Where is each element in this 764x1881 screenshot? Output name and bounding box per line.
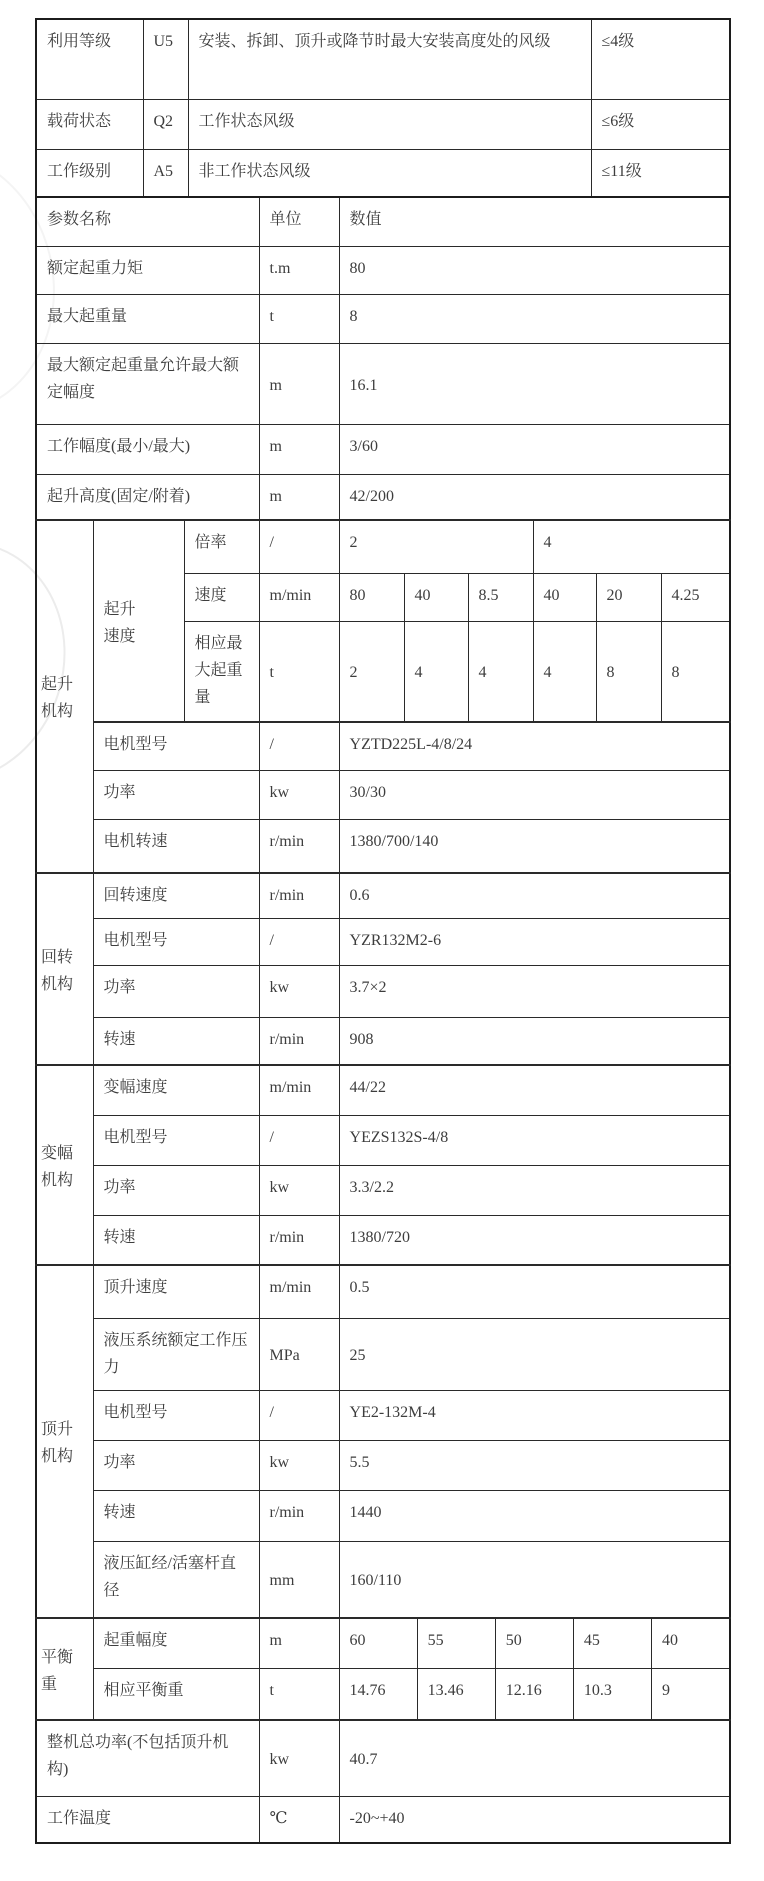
radius-values — [340, 1619, 730, 1668]
row-hoist-power — [36, 770, 730, 819]
row-jacking-speed — [36, 1265, 730, 1318]
param-name-cell: 液压系统额定工作压力 — [93, 1318, 259, 1390]
value-group-cell — [339, 1669, 730, 1721]
row-total-power — [36, 1720, 730, 1796]
value-cell: 0.6 — [339, 873, 730, 918]
row-slewing-power — [36, 965, 730, 1017]
value-cell: 8 — [661, 621, 730, 722]
unit-cell: m/min — [259, 573, 339, 621]
param-name-cell: 速度 — [184, 573, 259, 621]
value-cell: 2 — [339, 520, 533, 573]
value-cell: 13.46 — [417, 1669, 495, 1719]
row-luffing-speed — [36, 1065, 730, 1115]
param-name-cell: 倍率 — [184, 520, 259, 573]
row-working-class — [36, 149, 730, 197]
value-cell: 50 — [495, 1619, 573, 1668]
spec-sheet — [35, 18, 729, 1844]
header-param-cell: 参数名称 — [36, 197, 259, 246]
value-cell: YEZS132S-4/8 — [339, 1115, 730, 1165]
unit-cell: t — [259, 1669, 339, 1721]
value-cell: 5.5 — [339, 1440, 730, 1490]
value-cell: 40 — [404, 573, 468, 621]
param-name-cell: 最大额定起重量允许最大额定幅度 — [36, 343, 259, 424]
param-name-cell: 变幅速度 — [93, 1065, 259, 1115]
group-cell-counterweight: 平衡重 — [36, 1618, 93, 1720]
row-header — [36, 197, 730, 246]
row-luffing-power — [36, 1165, 730, 1215]
param-name-cell: 整机总功率(不包括顶升机构) — [36, 1720, 259, 1796]
unit-cell: r/min — [259, 873, 339, 918]
class-label-cell: 利用等级 — [36, 19, 143, 99]
value-cell: 3.3/2.2 — [339, 1165, 730, 1215]
weight-values — [340, 1669, 730, 1719]
row-working-temperature — [36, 1796, 730, 1843]
class-grade-cell: A5 — [143, 149, 188, 197]
subgroup-cell-hoist-speed — [93, 520, 184, 722]
row-max-rated-radius — [36, 343, 730, 424]
class-grade-cell: U5 — [143, 19, 188, 99]
row-slewing-speed — [36, 873, 730, 918]
param-name-cell: 转速 — [93, 1490, 259, 1541]
value-cell: 8 — [596, 621, 661, 722]
value-cell: 16.1 — [339, 343, 730, 424]
unit-cell: r/min — [259, 1215, 339, 1265]
group-cell-slewing: 回转机构 — [36, 873, 93, 1065]
value-cell: 1380/700/140 — [339, 819, 730, 873]
group-cell-hoisting: 起升机构 — [36, 520, 93, 873]
value-cell: 40.7 — [339, 1720, 730, 1796]
param-name-cell: 起升高度(固定/附着) — [36, 474, 259, 520]
param-name-cell: 电机型号 — [93, 1390, 259, 1440]
class-label-cell: 工作级别 — [36, 149, 143, 197]
row-jacking-cylinder — [36, 1541, 730, 1618]
value-cell: 0.5 — [339, 1265, 730, 1318]
class-grade-cell: Q2 — [143, 99, 188, 149]
row-jacking-motor-model — [36, 1390, 730, 1440]
header-unit-cell: 单位 — [259, 197, 339, 246]
value-cell: 908 — [339, 1017, 730, 1065]
unit-cell: t — [259, 294, 339, 343]
row-luffing-motor-model — [36, 1115, 730, 1165]
param-name-cell: 额定起重力矩 — [36, 246, 259, 294]
classification-table — [35, 18, 731, 198]
unit-cell: kw — [259, 1440, 339, 1490]
row-luffing-rpm — [36, 1215, 730, 1265]
value-cell: YZR132M2-6 — [339, 918, 730, 965]
unit-cell: t.m — [259, 246, 339, 294]
unit-cell: / — [259, 722, 339, 770]
value-cell: 1440 — [339, 1490, 730, 1541]
row-jacking-power — [36, 1440, 730, 1490]
unit-cell: m — [259, 474, 339, 520]
row-rated-moment — [36, 246, 730, 294]
row-hoist-motor-speed — [36, 819, 730, 873]
row-slewing-rpm — [36, 1017, 730, 1065]
value-cell: 8 — [339, 294, 730, 343]
param-name-cell: 工作温度 — [36, 1796, 259, 1843]
param-name-cell: 电机转速 — [93, 819, 259, 873]
parameters-table — [35, 196, 731, 1844]
value-cell: 3.7×2 — [339, 965, 730, 1017]
value-cell: 4.25 — [661, 573, 730, 621]
unit-cell: / — [259, 1390, 339, 1440]
value-cell: 25 — [339, 1318, 730, 1390]
class-condition-cell: 安装、拆卸、顶升或降节时最大安装高度处的风级 — [188, 19, 591, 99]
value-cell: 8.5 — [468, 573, 533, 621]
unit-cell: r/min — [259, 1017, 339, 1065]
value-cell: 44/22 — [339, 1065, 730, 1115]
param-name-cell: 功率 — [93, 1440, 259, 1490]
param-name-cell: 相应最大起重量 — [184, 621, 259, 722]
value-cell: 3/60 — [339, 424, 730, 474]
value-cell: 55 — [417, 1619, 495, 1668]
group-cell-luffing: 变幅机构 — [36, 1065, 93, 1265]
param-name-cell: 工作幅度(最小/最大) — [36, 424, 259, 474]
unit-cell: t — [259, 621, 339, 722]
unit-cell: mm — [259, 1541, 339, 1618]
row-counterweight-radius — [36, 1618, 730, 1669]
unit-cell: m — [259, 1618, 339, 1669]
param-name-cell: 功率 — [93, 965, 259, 1017]
value-cell: 1380/720 — [339, 1215, 730, 1265]
unit-cell: m/min — [259, 1065, 339, 1115]
param-name-cell: 电机型号 — [93, 918, 259, 965]
unit-cell: r/min — [259, 819, 339, 873]
param-name-cell: 最大起重量 — [36, 294, 259, 343]
unit-cell: r/min — [259, 1490, 339, 1541]
param-name-cell: 功率 — [93, 1165, 259, 1215]
value-cell: 60 — [349, 1632, 366, 1649]
row-jacking-pressure — [36, 1318, 730, 1390]
row-utilization-class — [36, 19, 730, 99]
row-hoist-ratio — [36, 520, 730, 573]
unit-cell: / — [259, 1115, 339, 1165]
value-cell: 30/30 — [339, 770, 730, 819]
unit-cell: kw — [259, 965, 339, 1017]
value-cell: 2 — [339, 621, 404, 722]
value-cell: 45 — [573, 1619, 651, 1668]
row-working-radius — [36, 424, 730, 474]
row-load-state — [36, 99, 730, 149]
row-slewing-motor-model — [36, 918, 730, 965]
value-cell: 80 — [339, 573, 404, 621]
value-cell: 9 — [651, 1669, 729, 1719]
value-cell: YZTD225L-4/8/24 — [339, 722, 730, 770]
value-cell: 40 — [533, 573, 596, 621]
param-name-cell: 起重幅度 — [93, 1618, 259, 1669]
class-label-cell: 载荷状态 — [36, 99, 143, 149]
unit-cell: kw — [259, 770, 339, 819]
row-lifting-height — [36, 474, 730, 520]
param-name-cell: 功率 — [93, 770, 259, 819]
class-condition-cell: 非工作状态风级 — [188, 149, 591, 197]
unit-cell: m/min — [259, 1265, 339, 1318]
unit-cell: m — [259, 343, 339, 424]
class-windlimit-cell: ≤6级 — [591, 99, 730, 149]
class-windlimit-cell: ≤11级 — [591, 149, 730, 197]
unit-cell: m — [259, 424, 339, 474]
value-cell: 4 — [533, 520, 730, 573]
param-name-cell: 转速 — [93, 1215, 259, 1265]
group-cell-jacking: 顶升机构 — [36, 1265, 93, 1618]
param-name-cell: 顶升速度 — [93, 1265, 259, 1318]
param-name-cell: 电机型号 — [93, 1115, 259, 1165]
value-cell: 20 — [596, 573, 661, 621]
subgroup-label: 起升速度 — [103, 600, 136, 645]
row-counterweight-weight — [36, 1669, 730, 1721]
unit-cell: MPa — [259, 1318, 339, 1390]
value-cell: -20~+40 — [339, 1796, 730, 1843]
param-name-cell: 液压缸经/活塞杆直径 — [93, 1541, 259, 1618]
value-cell: 4 — [533, 621, 596, 722]
unit-cell: / — [259, 520, 339, 573]
class-windlimit-cell: ≤4级 — [591, 19, 730, 99]
value-cell: 14.76 — [349, 1682, 386, 1699]
value-cell: 4 — [404, 621, 468, 722]
value-cell: 160/110 — [339, 1541, 730, 1618]
row-max-load — [36, 294, 730, 343]
unit-cell: / — [259, 918, 339, 965]
param-name-cell: 转速 — [93, 1017, 259, 1065]
row-jacking-rpm — [36, 1490, 730, 1541]
class-condition-cell: 工作状态风级 — [188, 99, 591, 149]
value-cell: YE2-132M-4 — [339, 1390, 730, 1440]
unit-cell: kw — [259, 1165, 339, 1215]
value-cell: 10.3 — [573, 1669, 651, 1719]
param-name-cell: 回转速度 — [93, 873, 259, 918]
param-name-cell: 电机型号 — [93, 722, 259, 770]
value-cell: 4 — [468, 621, 533, 722]
value-cell: 80 — [339, 246, 730, 294]
param-name-cell: 相应平衡重 — [93, 1669, 259, 1721]
value-group-cell — [339, 1618, 730, 1669]
unit-cell: ℃ — [259, 1796, 339, 1843]
value-cell: 40 — [651, 1619, 729, 1668]
header-value-cell: 数值 — [339, 197, 730, 246]
row-hoist-motor-model — [36, 722, 730, 770]
value-cell: 12.16 — [495, 1669, 573, 1719]
value-cell: 42/200 — [339, 474, 730, 520]
unit-cell: kw — [259, 1720, 339, 1796]
